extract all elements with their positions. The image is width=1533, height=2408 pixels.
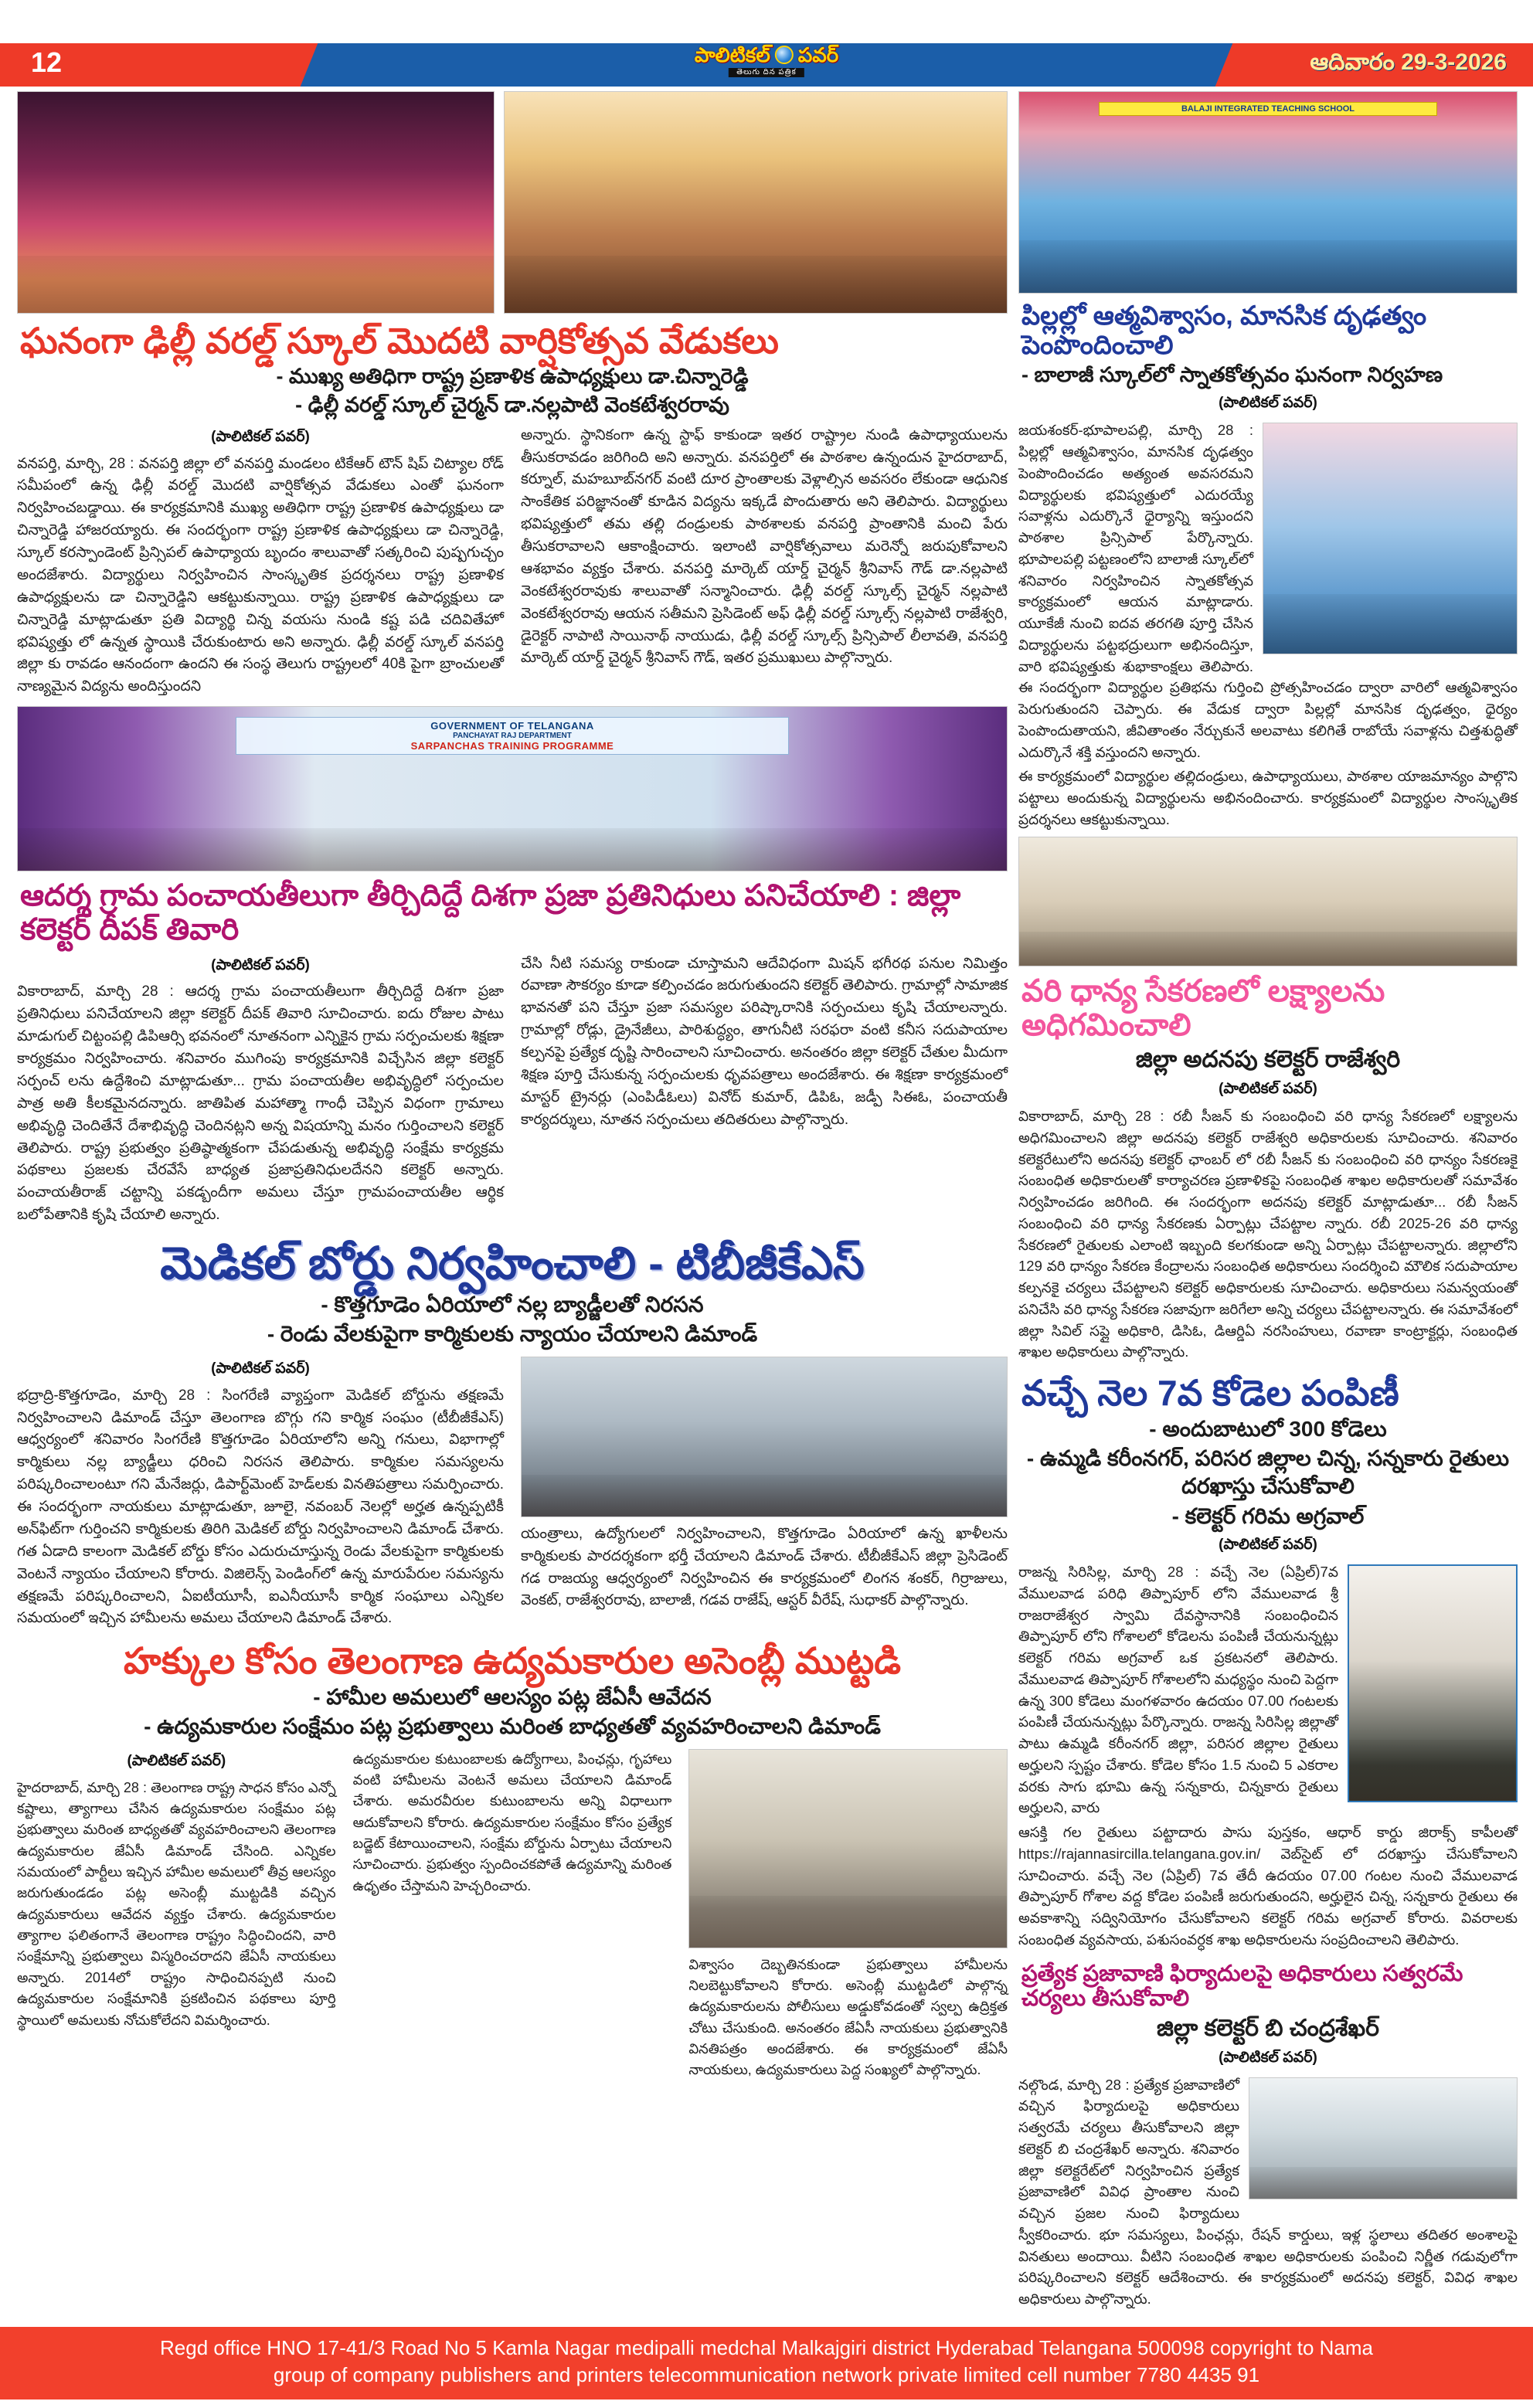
footer-imprint-bar	[0, 2327, 1533, 2400]
paddy-meeting-photo	[1018, 837, 1518, 966]
collector-portrait-photo	[1348, 1564, 1518, 1802]
newspaper-page	[0, 43, 1533, 2408]
kodela-subhead-2: - ఉమ్మడి కరీంనగర్, పరిసర జిల్లాల చిన్న, సన్నకారు రైతులు దరఖాస్తు చేసుకోవాలి	[1026, 1446, 1510, 1499]
medical-subhead-2: - రెండు వేలకుపైగా కార్మికులకు న్యాయం చేయాలని డిమాండ్	[267, 1322, 758, 1347]
balaji-group-photo	[1018, 91, 1518, 294]
dws-subhead-2: - ఢిల్లీ వరల్డ్ స్కూల్ చైర్మన్ డా.నల్లపాటి వెంకటేశ్వరరావు	[295, 392, 729, 416]
medical-subhead-1: - కొత్తగూడెం ఏరియాలో నల్ల బ్యాడ్జీలతో నిరసన	[321, 1292, 704, 1316]
masthead	[695, 45, 838, 77]
masthead-title-left: పాలిటికల్	[694, 43, 770, 66]
sarpanch-body-col2: చేసి నీటి సమస్య రాకుండా చూస్తామని ఆదేవిధంగా మిషన్ భగీరథ పనుల నిమిత్తం రవాణా సౌకర్యం కూడా కల్పించడం జరుగుతుందని కలెక్టర్ తెలిపారు. గ్రామాల్లో సామాజిక భావనతో పని చేస్తూ ప్రజా సమస్యల పరిష్కారానికి సర్పంచులు కృషి చేయాలన్నారు. గ్రామాల్లో రోడ్లు, డ్రైనేజీలు, పారిశుద్ధ్యం, తాగునీటి సరఫరా వంటి కనీస సదుపాయాల కల్పనపై ప్రత్యేక దృష్టి సారించాలని సూచించారు. అనంతరం జిల్లా కలెక్టర్ చేతుల మీదుగా శిక్షణ పూర్తి చేసుకున్న సర్పంచులకు ధృవపత్రాలు అందజేశారు. ఈ శిక్షణా కార్యక్రమంలో మాస్టర్ ట్రైనర్లు (ఎంపిడీఓలు) వినోద్ కుమార్, డిపిఓ, జడ్పీ సిఈఓ, పంచాయతీ కార్యదర్శులు, నూతన సర్పంచులు తదితరులు పాల్గొన్నారు.	[521, 955, 1008, 1128]
assembly-byline: (పాలిటికల్ పవర్)	[127, 1752, 226, 1769]
sarpanch-training-photo	[17, 706, 1008, 871]
assembly-subhead-2: - ఉద్యమకారుల సంక్షేమం పట్ల ప్రభుత్వాలు మరింత బాధ్యతతో వ్యవహరించాలని డిమాండ్	[144, 1714, 881, 1739]
assembly-subhead-1: - హామీల అమలులో ఆలస్యం పట్ల జేఏసీ ఆవేదన	[313, 1684, 712, 1709]
training-banner-line1: GOVERNMENT OF TELANGANA	[430, 719, 594, 732]
paddy-body	[1018, 1106, 1518, 1363]
globe-icon	[775, 46, 794, 64]
assembly-body	[17, 1744, 1008, 2081]
medical-body-col1: భద్రాద్రి-కొత్తగూడెం, మార్చి 28 : సింగరేణి వ్యాప్తంగా మెడికల్ బోర్డును తక్షణమే నిర్వహించాలని డిమాండ్ చేస్తూ తెలంగాణ బొగ్గు గని కార్మిక సంఘం (టీబీజీకేఎస్) ఆధ్వర్యంలో శనివారం సింగరేణి కొత్తగూడెం ఏరియాలోని అన్ని గనులు, విభాగాల్లో కార్మికులు నల్ల బ్యాడ్జీలు ధరించి నిరసన తెలిపారు. కార్మికుల సమస్యలను పరిష్కరించాలంటూ గని మేనేజర్లు, డిపార్ట్‌మెంట్ హెడ్‌లకు వినతిపత్రాలు సమర్పించారు. ఈ సందర్భంగా నాయకులు మాట్లాడుతూ, జూలై, నవంబర్ నెలల్లో అర్హత ఉన్నప్పటికీ అన్‌ఫిట్‌గా గుర్తించని కార్మికులకు తిరిగి మెడికల్ బోర్డు నిర్వహించాలని డిమాండ్ చేశారు. గత ఏడాది కాలంగా మెడికల్ బోర్డు కోసం ఎదురుచూస్తున్న రెండు వేలకుపైగా కార్మికులకు వెంటనే న్యాయం చేయాలని కోరారు. విజిలెన్స్ పెండింగ్‌లో ఉన్న మారుపేరుల సమస్యను తక్షణమే పరిష్కరించాలని, ఏఐటీయూసీ, ఐఎనీయూసీ కార్మిక సంఘాలు ఎన్నికల సమయంలో ఇచ్చిన హామీలను అమలు చేయాలని డిమాండ్ చేశారు.	[17, 1387, 504, 1627]
footer-line-1: Regd office HNO 17-41/3 Road No 5 Kamla Nagar medipalli medchal Malkajgiri district Hyderabad Telangana 500098 copyright to Nama	[160, 2335, 1373, 2359]
balaji-headline: పిల్లల్లో ఆత్మవిశ్వాసం, మానసిక దృఢత్వం పెంపొందించాలి	[1021, 301, 1427, 361]
assembly-rally-photo	[688, 1749, 1008, 1948]
kodela-body-1: రాజన్న సిరిసిల్ల, మార్చి 28 : వచ్చే నెల (ఏప్రిల్)7వ వేములవాడ పరిధి తిప్పాపూర్ లోని వేములవాడ శ్రీ రాజరాజేశ్వర స్వామి దేవస్థానానికి సంబంధించిన తిప్పాపూర్ లోని గోశాలలో కోడెలను పంపిణీ చేయనున్నట్లు కలెక్టర్ గరిమ అగ్రవాల్ ఒక ప్రకటనలో తెలిపారు. వేములవాడ తిప్పాపూర్ గోశాలలోని మధ్యస్థం నుంచి పెద్దగా ఉన్న 300 కోడెలు మంగళవారం ఉదయం 07.00 గంటలకు పంపిణీ చేయనున్నట్లు పేర్కొన్నారు. రాజన్న సిరిసిల్ల జిల్లాతో పాటు ఉమ్మడి కరీంనగర్ జిల్లా, పరిసర జిల్లాల రైతులు అర్హులని స్పష్టం చేశారు. కోడెల కోసం 1.5 నుంచి 5 ఎకరాల వరకు సాగు భూమి ఉన్న సన్నకారు, చిన్నకారు రైతులు అర్హులని, వారు	[1018, 1564, 1338, 1816]
dws-headline: ఘనంగా ఢిల్లీ వరల్డ్ స్కూల్ మొదటి వార్షికోత్సవ వేడుకలు	[20, 321, 779, 361]
dws-photo-row	[17, 91, 1008, 314]
assembly-body-col3: విశ్వాసం దెబ్బతినకుండా ప్రభుత్వాలు హామీలను నిలబెట్టుకోవాలని కోరారు. అసెంబ్లీ ముట్టడిలో పాల్గొన్న ఉద్యమకారులను పోలీసులు అడ్డుకోవడంతో స్వల్ప ఉద్రిక్తత చోటు చేసుకుంది. అనంతరం జేఏసీ నాయకులు ప్రభుత్వానికి వినతిపత్రం అందజేశారు. ఈ కార్యక్రమంలో జేఏసీ నాయకులు, ఉద్యమకారులు పెద్ద సంఖ్యలో పాల్గొన్నారు.	[688, 1956, 1008, 2078]
dws-subhead-1: - ముఖ్య అతిధిగా రాష్ట్ర ప్రణాళిక ఉపాధ్యక్షులు డా.చిన్నారెడ్డి	[276, 364, 749, 388]
prajavani-body-text: నల్గొండ, మార్చి 28 : ప్రత్యేక ప్రజావాణిలో వచ్చిన ఫిర్యాదులపై అధికారులు సత్వరమే చర్యలు తీసుకోవాలని జిల్లా కలెక్టర్ బి చంద్రశేఖర్ అన్నారు. శనివారం జిల్లా కలెక్టరేట్‌లో నిర్వహించిన ప్రత్యేక ప్రజావాణిలో వివిధ ప్రాంతాల నుంచి వచ్చిన ప్రజల నుంచి ఫిర్యాదులు స్వీకరించారు. భూ సమస్యలు, పింఛన్లు, రేషన్ కార్డులు, ఇళ్ల స్థలాలు తదితర అంశాలపై వినతులు అందాయి. వీటిని సంబంధిత శాఖల అధికారులకు పంపించి నిర్ణీత గడువులోగా పరిష్కరించాలని కలెక్టర్ ఆదేశించారు. ఈ కార్యక్రమంలో అదనపు కలెక్టర్, వివిధ శాఖల అధికారులు పాల్గొన్నారు.	[1018, 2076, 1518, 2308]
dws-body-col2: అన్నారు. స్థానికంగా ఉన్న స్టాఫ్ కాకుండా ఇతర రాష్ట్రాల నుండి ఉపాధ్యాయులను తీసుకరావడం జరిగింది అని అన్నారు. వనపర్తిలో ఈ పాఠశాల ఉన్నందున హైదరాబాద్, కర్నూల్, మహబూబ్‌నగర్ వంటి దూర ప్రాంతాలకు వెళ్లాల్సిన అవసరం లేకుండా ఆధునిక సాంకేతిక పరిజ్ఞానంతో కూడిన విద్యను ఇక్కడే పొందుతారు అని తెలిపారు. విద్యార్థులు భవిష్యత్తులో తమ తల్లి దండ్రులకు పాఠశాలకు వనపర్తి ప్రాంతానికి మంచి పేరు తీసుకరావాలని ఆకాంక్షించారు. ఇలాంటి వార్షికోత్సవాలు మరెన్నో జరుపుకోవాలని ఆశభావం వ్యక్తం చేశారు. వనపర్తి మార్కెట్ యార్డ్ చైర్మన్ శ్రీనివాస్ గౌడ్ డా.నల్లపాటి వెంకటేశ్వరరావుకు శాలువాతో సన్మానించారు. ఢిల్లీ వరల్డ్ స్కూల్స్ చైర్మన్ నల్లపాటి వెంకటేశ్వరరావు ఆయన సతీమని ప్రెసిడెంట్ అఫ్ ఢిల్లీ వరల్డ్ స్కూల్స్ నల్లపాటి రాజేశ్వరి, డైరెక్టర్ నాపాటి సాయినాథ్ నాయుడు, ఢిల్లీ వరల్డ్ స్కూల్స్ ప్రిన్సిపాల్ లీలావతి, వనపర్తి మార్కెట్ యార్డ్ చైర్మన్ శ్రీనివాస్ గౌడ్, ఇతర ప్రముఖులు పాల్గొన్నారు.	[521, 426, 1008, 667]
sarpanch-byline: (పాలిటికల్ పవర్)	[211, 956, 310, 973]
medical-headline: మెడికల్ బోర్డు నిర్వహించాలి - టిబీజీకేఎస్	[160, 1238, 865, 1289]
balaji-body-2: ఈ కార్యక్రమంలో విద్యార్థుల తల్లిదండ్రులు, ఉపాధ్యాయులు, పాఠశాల యాజమాన్యం పాల్గొని పట్టాలు అందుకున్న విద్యార్థులను అభినందించారు. కార్యక్రమంలో విద్యార్థుల సాంస్కృతిక ప్రదర్శనలు ఆకట్టుకున్నాయి.	[1018, 768, 1518, 827]
medical-body	[17, 1352, 1008, 1631]
dws-stage-photo	[504, 91, 1008, 314]
paddy-headline: వరి ధాన్య సేకరణలో లక్ష్యాలను అధిగమించాలి	[1021, 973, 1385, 1043]
balaji-stage-photo	[1263, 423, 1518, 654]
prajavani-headline: ప్రత్యేక ప్రజావాణి ఫిర్యాదులపై అధికారులు సత్వరమే చర్యలు తీసుకోవాలి	[1021, 1961, 1463, 2012]
page-number: 12	[31, 46, 63, 78]
training-banner-line2: PANCHAYAT RAJ DEPARTMENT	[453, 731, 572, 740]
dws-body	[17, 420, 1008, 699]
kodela-body	[1018, 1561, 1518, 1951]
paddy-byline: (పాలిటికల్ పవర్)	[1219, 1081, 1317, 1098]
paddy-body-text: వికారాబాద్, మార్చి 28 : రబీ సీజన్ కు సంబంధించి వరి ధాన్య సేకరణలో లక్ష్యాలను అధిగమించాలని జిల్లా అదనపు కలెక్టర్ రాజేశ్వరి అధికారులకు సూచించారు. శనివారం కలెక్టరేటులోని అదనపు కలెక్టర్ ఛాంబర్ లో రబీ సీజన్ కు సంబంధించి వరి ధాన్యం సేకరణకై సంబంధిత అధికారులతో కార్యాచరణ ప్రణాళికపై సంబంధిత శాఖల అధికారులతో సమావేశం నిర్వహించడం జరిగింది. ఈ సందర్భంగా అదనపు కలెక్టర్ మాట్లాడుతూ... రబీ సీజన్ సంబంధించి వరి ధాన్య సేకరణకు ఏర్పాట్లు చేపట్టాల న్నారు. రబీ 2025-26 వరి ధాన్య సేకరణలో రైతులకు ఎలాంటి ఇబ్బంది కలగకుండా అన్ని ఏర్పాట్లు చేపట్టాలన్నారు. జిల్లాలోని 129 వరి ధాన్యం సేకరణ కేంద్రాలను సంబంధిత అధికారులు సందర్శించి మౌలిక సదుపాయాల కల్పనకై చర్యలు చేపట్టాలని కలెక్టర్ అధికారులకు సూచించారు. అధికారులు సమన్వయంతో పనిచేసి వరి ధాన్య సేకరణ సజావుగా జరిగేలా అన్ని చర్యలు చేపట్టాలన్నారు. ఈ సమావేశంలో జిల్లా సివిల్ సప్లై అధికారి, డిసిఓ, డిఆర్డిఏ నరసింహులు, రవాణా కాంట్రాక్టర్లు, సంబంధిత శాఖల అధికారులు పాల్గొన్నారు.	[1018, 1108, 1518, 1360]
assembly-body-col1: హైదరాబాద్, మార్చి 28 : తెలంగాణ రాష్ట్ర సాధన కోసం ఎన్నో కష్టాలు, త్యాగాలు చేసిన ఉద్యమకారుల సంక్షేమం పట్ల ప్రభుత్వాలు మరింత బాధ్యతతో వ్యవహరించాలని తెలంగాణ ఉద్యమకారుల జేఏసీ డిమాండ్ చేసింది. ఎన్నికల సమయంలో పార్టీలు ఇచ్చిన హామీల అమలులో తీవ్ర ఆలస్యం జరుగుతుండడం పట్ల అసెంబ్లీ ముట్టడికి వచ్చిన ఉద్యమకారులు ఆవేదన వ్యక్తం చేశారు. ఉద్యమకారుల త్యాగాల ఫలితంగానే తెలంగాణ రాష్ట్రం సిద్ధించిందని, వారి సంక్షేమాన్ని ప్రభుత్వాలు విస్మరించరాదని జేఏసీ నాయకులు అన్నారు. 2014లో రాష్ట్రం సాధించినప్పటి నుంచి ఉద్యమకారుల సంక్షేమానికి ప్రకటించిన పథకాలు పూర్తి స్థాయిలో అమలుకు నోచుకోలేదని విమర్శించారు.	[17, 1779, 336, 2028]
prajavani-photo	[1249, 2077, 1518, 2199]
medical-body-col2: యంత్రాలు, ఉద్యోగులలో నిర్వహించాలని, కొత్తగూడెం ఏరియాలో ఉన్న ఖాళీలను కార్మికులకు పారదర్శకంగా భర్తీ చేయాలని డిమాండ్ చేశారు. టీబీజీకేఎస్ జిల్లా ప్రెసిడెంట్ గడ రాజయ్య ఆధ్వర్యంలో నిర్వహించిన ఈ కార్యక్రమంలో లింగన శంకర్, గిర్రాజులు, వెంకట్, రాజేశ్వరరావు, బాలాజీ, గడవ రాజేష్, ఆస్టర్ వీరేష్, సుధాకర్ పాల్గొన్నారు.	[521, 1525, 1008, 1609]
training-banner-line3: SARPANCHAS TRAINING PROGRAMME	[410, 739, 614, 752]
footer-line-2: group of company publishers and printers telecommunication network private limited cell number 7780 4435 91	[273, 2362, 1260, 2386]
balaji-body	[1018, 419, 1518, 830]
kodela-subhead-1: - అందుబాటులో 300 కోడెలు	[1149, 1416, 1387, 1441]
graduation-banner: BALAJI INTEGRATED TEACHING SCHOOL	[1099, 102, 1437, 116]
prajavani-byline: (పాలిటికల్ పవర్)	[1219, 2049, 1317, 2066]
balaji-subhead: - బాలాజీ స్కూల్‌లో స్నాతకోత్సవం ఘనంగా నిర్వహణ	[1021, 363, 1443, 387]
paddy-subhead: జిల్లా అదనపు కలెక్టర్ రాజేశ్వరి	[1135, 1047, 1401, 1073]
dws-byline: (పాలిటికల్ పవర్)	[211, 428, 310, 445]
sarpanch-body-col1: వికారాబాద్, మార్చి 28 : ఆదర్శ గ్రామ పంచాయతీలుగా తీర్చిదిద్దే దిశగా ప్రజా ప్రతినిధులు పనిచేయాలని జిల్లా కలెక్టర్ దీపక్ తివారి సూచించారు. ఐదు రోజుల పాటు మాడుగుల్ చిట్టంపల్లి డిపిఆర్సి భవనంలో నూతనంగా ఎన్నికైన గ్రామ సర్పంచులకు శిక్షణా కార్యక్రమం నిర్వహించారు. శనివారం ముగింపు కార్యక్రమానికి విచ్చేసిన జిల్లా కలెక్టర్ సర్పంచ్ లను ఉద్దేశించి మాట్లాడుతూ... గ్రామ పంచాయతీల అభివృద్ధిలో సర్పంచుల పాత్ర అతి కీలకమైనదన్నారు. జాతిపిత మహాత్మా గాంధీ చెప్పిన విధంగా గ్రామాలు అభివృద్ధి చెందితేనే దేశాభివృద్ధి చెందినట్లని అన్న విషయాన్ని మనం గుర్తించాలని కలెక్టర్ తెలిపారు. రాష్ట్ర ప్రభుత్వం ప్రతిష్ఠాత్మకంగా చేపడుతున్న అభివృద్ధి సంక్షేమ కార్యక్రమ పథకాలు ప్రజలకు చేరవేసే బాధ్యత ప్రజాప్రతినిధులదేనని కలెక్టర్ అన్నారు. పంచాయతీరాజ్ చట్టాన్ని పకడ్బందీగా అమలు చేస్తూ గ్రామపంచాయతీల ఆర్థిక బలోపేతానికి కృషి చేయాలి అన్నారు.	[17, 983, 504, 1224]
edition-date: ఆదివారం 29-3-2026	[1310, 49, 1507, 75]
kodela-subhead-3: - కలెక్టర్ గరిమ అగ్రవాల్	[1171, 1503, 1365, 1528]
prajavani-subhead: జిల్లా కలెక్టర్ బి చంద్రశేఖర్	[1157, 2015, 1379, 2041]
page-header-bar	[0, 43, 1533, 87]
dws-body-col1: వనపర్తి, మార్చి, 28 : వనపర్తి జిల్లా లో వనపర్తి మండలం టికేఆర్ టౌన్ షిప్ చిట్యాల రోడ్ సమీపంలో ఉన్న ఢిల్లీ వరల్డ్ మొదటి వార్షికోత్సవ వేడుకలు ఎంతో ఘనంగా నిర్వహించబడ్డాయి. ఈ కార్యక్రమానికి ముఖ్య అతిధిగా రాష్ట్ర ప్రణాళిక ఉపాధ్యక్షులు డా చిన్నారెడ్డి హాజరయ్యారు. ఈ సందర్భంగా రాష్ట్ర ప్రణాళిక ఉపాధ్యక్షులు డా చిన్నారెడ్డి, స్కూల్ కరస్పాండెంట్ ప్రిన్సిపల్ ఉపాధ్యాయ బృందం శాలువాతో సత్కరించి పుష్పగుచ్చం అందజేశారు. విద్యార్థులు నిర్వహించిన సాంస్కృతిక ప్రదర్శనలు రాష్ట్ర ప్రణాళిక ఉపాధ్యక్షులను డా చిన్నారెడ్డిని ఆకట్టుకున్నాయి. రాష్ట్ర ప్రణాళిక ఉపాధ్యక్షులు డా చిన్నారెడ్డి మాట్లాడుతూ ప్రతి విద్యార్థి చిన్న వయసు నుండి కష్ట పడి చదివితేహో భవిష్యత్తు లో ఉన్నత స్థాయికి చేరుకుంటారు అని అన్నారు. ఢిల్లీ వరల్డ్ స్కూల్ వనపర్తి జిల్లా కు రావడం ఆనందంగా ఉందని ఈ సంస్థ తెలుగు రాష్ట్రలలో 40కి పైగా బ్రాంచులతో నాణ్యమైన విద్యను అందిస్తుందని	[17, 455, 504, 695]
assembly-body-col2: ఉద్యమకారుల కుటుంబాలకు ఉద్యోగాలు, పింఛన్లు, గృహాలు వంటి హామీలను వెంటనే అమలు చేయాలని డిమాండ్ చేశారు. అమరవీరుల కుటుంబాలను అన్ని విధాలుగా ఆదుకోవాలని కోరారు. ఉద్యమకారుల సంక్షేమం కోసం ప్రత్యేక బడ్జెట్ కేటాయించాలని, సంక్షేమ బోర్డును ఏర్పాటు చేయాలని సూచించారు. ప్రభుత్వం స్పందించకపోతే ఉద్యమాన్ని మరింత ఉధృతం చేస్తామని హెచ్చరించారు.	[352, 1751, 672, 1893]
balaji-byline: (పాలిటికల్ పవర్)	[1219, 395, 1317, 412]
prajavani-body	[1018, 2074, 1518, 2310]
balaji-body-1: జయశంకర్-భూపాలపల్లి, మార్చి 28 : పిల్లల్లో ఆత్మవిశ్వాసం, మానసిక దృఢత్వం పెంపొందించడం అత్యంత అవసరమని విద్యార్థులకు భవిష్యత్తులో ఎదురయ్యే సవాళ్లను ఎదుర్కొనే ధైర్యాన్ని ఇస్తుందని పాఠశాల ప్రిన్సిపాల్ పేర్కొన్నారు. భూపాలపల్లి పట్టణంలోని బాలాజీ స్కూల్‌లో శనివారం నిర్వహించిన స్నాతకోత్సవ కార్యక్రమంలో ఆయన మాట్లాడారు. యూకేజీ నుంచి ఐదవ తరగతి పూర్తి చేసిన విద్యార్థులను పట్టభద్రులుగా అభినందిస్తూ, వారి భవిష్యత్తుకు శుభాకాంక్షలు తెలిపారు. ఈ సందర్భంగా విద్యార్థుల ప్రతిభను గుర్తించి ప్రోత్సహించడం ద్వారా వారిలో ఆత్మవిశ్వాసం పెరుగుతుందని చెప్పారు. ఈ వేడుక ద్వారా పిల్లల్లో మానసిక దృఢత్వం, ధైర్యం పెంపొందుతాయని, జీవితాంతం నేర్చుకునే అలవాటు కలిగితే రాబోయే సవాళ్లను చిత్తశుద్ధితో ఎదుర్కొనే శక్తి వస్తుందని అన్నారు.	[1018, 422, 1518, 760]
medical-byline: (పాలిటికల్ పవర్)	[211, 1360, 310, 1377]
dws-dance-photo	[17, 91, 495, 314]
kodela-headline: వచ్చే నెల 7వ కోడెల పంపిణీ	[1021, 1373, 1399, 1414]
sarpanch-body	[17, 949, 1008, 1228]
masthead-title-right: పవర్	[797, 43, 839, 66]
sarpanch-headline: ఆదర్శ గ్రామ పంచాయతీలుగా తీర్చిదిద్దే దిశగా ప్రజా ప్రతినిధులు పనిచేయాలి : జిల్లా కలెక్టర్ దీపక్ తివారి	[20, 879, 961, 946]
masthead-tagline: తెలుగు దిన పత్రిక	[729, 68, 804, 77]
kodela-body-2: ఆసక్తి గల రైతులు పట్టాదారు పాసు పుస్తకం, ఆధార్ కార్డు జిరాక్స్ కాపీలతో https://rajannasircilla.telangana.gov.in/ వెబ్‌సైట్ లో దరఖాస్తు చేసుకోవాలని సూచించారు. వచ్చే నెల (ఏప్రిల్) 7వ తేదీ ఉదయం 07.00 గంటల నుంచి వేములవాడ తిప్పాపూర్ గోశాల వద్ద కోడెల పంపిణీ జరుగుతుందని, అర్హులైన చిన్న, సన్నకారు రైతులు ఈ అవకాశాన్ని సద్వినియోగం చేసుకోవాలని కలెక్టర్ గరిమ అగ్రవాల్ కోరారు. వివరాలకు సంబంధిత వ్యవసాయ, పశుసంవర్ధక శాఖ అధికారులను సంప్రదించాలని తెలిపారు.	[1018, 1824, 1518, 1948]
assembly-headline: హక్కుల కోసం తెలంగాణ ఉద్యమకారుల అసెంబ్లీ ముట్టడి	[123, 1640, 902, 1682]
kodela-byline: (పాలిటికల్ పవర్)	[1219, 1537, 1317, 1554]
medical-protest-photo	[521, 1357, 1008, 1517]
